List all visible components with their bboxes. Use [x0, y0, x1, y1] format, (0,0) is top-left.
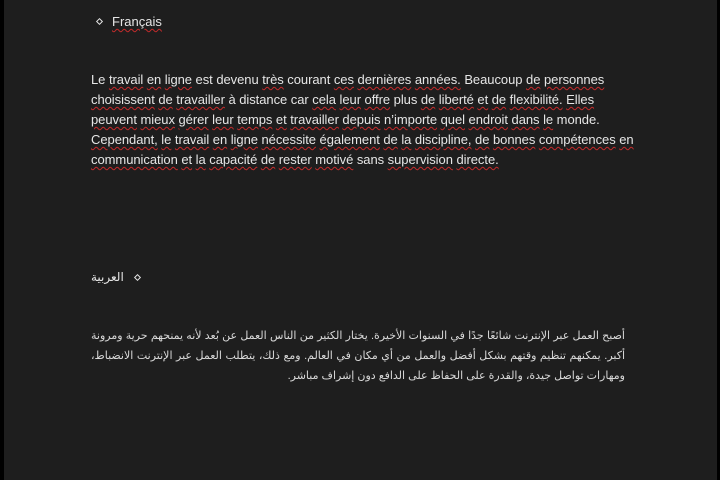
french-heading[interactable]: Français	[112, 14, 162, 29]
bullet-item-arabic[interactable]	[91, 270, 140, 284]
arabic-paragraph[interactable]: أصبح العمل عبر الإنترنت شائعًا جدًا في السنوات الأخيرة. يختار الكثير من الناس العمل عن بُعد لأنه يمنحهم حرية ومرونة أكبر. يمكنهم تنظيم وقتهم بشكل أفضل والعمل من أي مكان في العالم. ومع ذلك، يتطلب العمل عبر الإنترنت الانضباط، ومهارات تواصل جيدة، والقدرة على الحفاظ على الدافع دون إشراف مباشر.	[91, 330, 625, 382]
bullet-item-french[interactable]	[97, 14, 162, 29]
document-canvas[interactable]	[4, 0, 717, 480]
diamond-bullet-icon	[96, 18, 103, 25]
french-paragraph[interactable]: Le travail en ligne est devenu très courant ces dernières années. Beaucoup de personnes choisissent de travailler à distance car cela leur offre plus de liberté et de flexibilité. Elles peuvent mieux gérer leur temps et travailler depuis n’importe quel endroit dans le monde. Cependant, le travail en ligne nécessite également de la discipline, de bonnes compétences en communication et la capacité de rester motivé sans supervision directe.	[91, 72, 634, 167]
arabic-heading[interactable]: العربية	[91, 270, 124, 284]
diamond-bullet-icon	[134, 273, 141, 280]
